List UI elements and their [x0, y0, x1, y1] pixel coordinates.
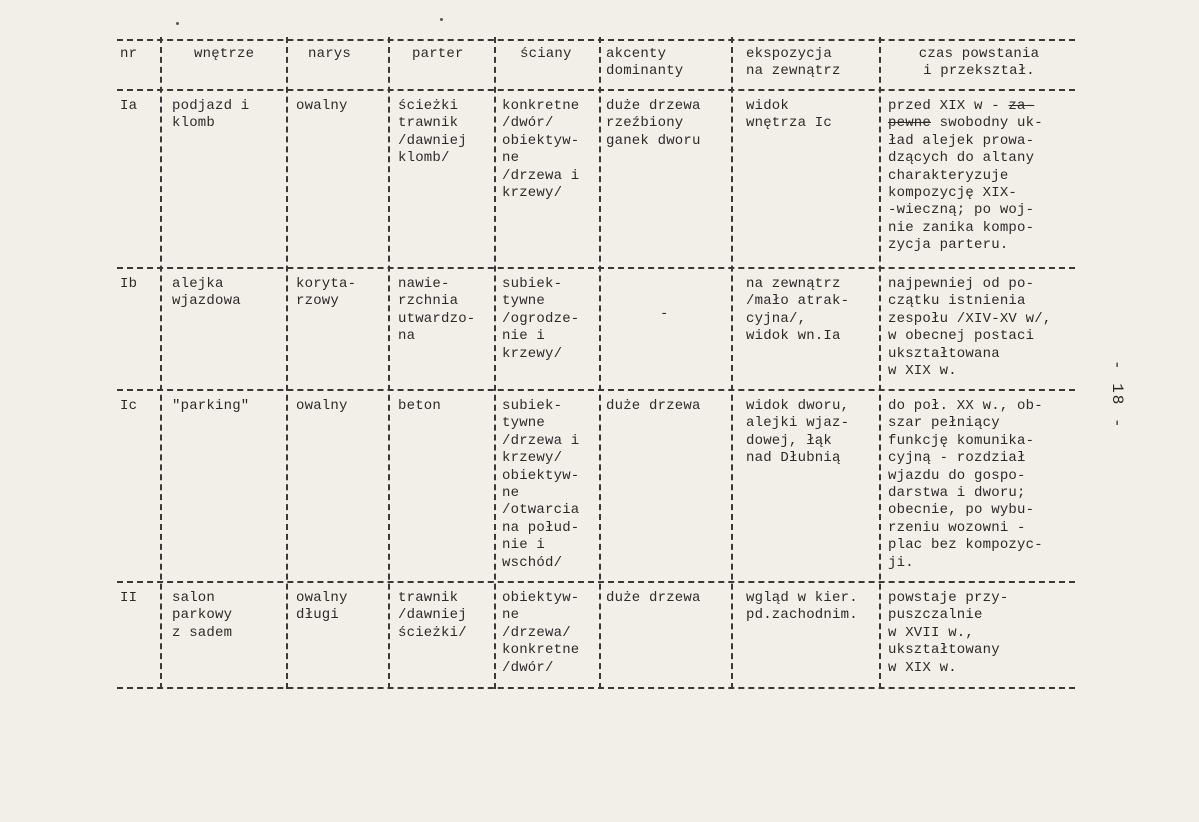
cell-ii-parter: trawnik /dawniej ścieżki/: [398, 590, 467, 641]
header-parter: parter: [412, 46, 464, 62]
cell-ia-czas: [888, 98, 1043, 255]
cell-ib-narys: koryta- rzowy: [296, 276, 357, 310]
cell-ib-sciany: subiek- tywne /ogrodze- nie i krzewy/: [502, 276, 580, 362]
cell-ia-ekspozycja: widok wnętrza Ic: [746, 98, 833, 132]
column-divider-5: [599, 37, 601, 689]
cell-ic-akcenty: duże drzewa: [606, 398, 701, 414]
page-number: - 18 -: [1108, 360, 1126, 430]
cell-ic-nr: Ic: [120, 398, 138, 414]
ink-dot: [440, 18, 443, 21]
table-top-rule: [117, 39, 1075, 41]
cell-ic-sciany: subiek- tywne /drzewa i krzewy/ obiektyw- ne /otwarcia na połud- nie i wschód/: [502, 398, 580, 571]
header-czas: czas powstania i przekształ.: [918, 46, 1040, 80]
column-divider-2: [286, 37, 288, 689]
cell-ii-akcenty: duże drzewa: [606, 590, 701, 606]
column-divider-3: [388, 37, 390, 689]
header-narys: narys: [308, 46, 352, 62]
cell-ib-parter: nawie- rzchnia utwardzo- na: [398, 276, 476, 345]
cell-ii-nr: II: [120, 590, 138, 606]
header-ekspozycja: ekspozycja na zewnątrz: [746, 46, 841, 80]
table-bottom-rule: [117, 687, 1075, 689]
cell-ii-narys: owalny długi: [296, 590, 348, 624]
cell-ia-wnetrze: podjazd i klomb: [172, 98, 250, 132]
cell-ia-parter: ścieżki trawnik /dawniej klomb/: [398, 98, 467, 167]
cell-ib-akcenty: -: [660, 306, 669, 322]
cell-ia-sciany: konkretne /dwór/ obiektyw- ne /drzewa i krzewy/: [502, 98, 580, 202]
cell-ic-ekspozycja: widok dworu, alejki wjaz- dowej, łąk nad Dłubnią: [746, 398, 850, 467]
row-divider-ib-ic: [117, 389, 1075, 391]
cell-ia-narys: owalny: [296, 98, 348, 114]
cell-ic-parter: beton: [398, 398, 442, 414]
cell-ii-ekspozycja: wgląd w kier. pd.zachodnim.: [746, 590, 858, 624]
row-divider-ia-ib: [117, 267, 1075, 269]
header-wnetrze: wnętrze: [194, 46, 255, 62]
cell-ib-czas: najpewniej od po- czątku istnienia zespołu /XIV-XV w/, w obecnej postaci ukształtowana w XIX w.: [888, 276, 1052, 380]
struck-word-2: pewne: [888, 115, 932, 132]
cell-ia-nr: Ia: [120, 98, 138, 114]
header-nr: nr: [120, 46, 138, 62]
cell-ii-sciany: obiektyw- ne /drzewa/ konkretne /dwór/: [502, 590, 580, 676]
cell-ia-czas-line1: przed XIX w -: [888, 98, 1009, 114]
cell-ia-akcenty: duże drzewa rzeźbiony ganek dworu: [606, 98, 701, 149]
cell-ia-czas-rest: ład alejek prowa- dzących do altany charakteryzuje kompozycję XIX- -wieczną; po woj- nie zanika kompo- zycja parteru.: [888, 132, 1035, 254]
column-divider-6: [731, 37, 733, 689]
row-divider-ic-ii: [117, 581, 1075, 583]
column-divider-4: [494, 37, 496, 689]
header-bottom-rule: [117, 89, 1075, 91]
column-divider-7: [879, 37, 881, 689]
cell-ib-wnetrze: alejka wjazdowa: [172, 276, 241, 310]
cell-ic-czas: do poł. XX w., ob- szar pełniący funkcję komunika- cyjną - rozdział wjazdu do gospo- darstwa i dworu; obecnie, po wybu- rzeniu wozowni - plac bez kompozyc- ji.: [888, 398, 1043, 571]
cell-ib-ekspozycja: na zewnątrz /mało atrak- cyjna/, widok wn.Ia: [746, 276, 850, 345]
cell-ii-wnetrze: salon parkowy z sadem: [172, 590, 233, 641]
cell-ia-czas-line2: swobodny uk-: [931, 115, 1043, 132]
header-akcenty: akcenty dominanty: [606, 46, 684, 80]
header-sciany: ściany: [520, 46, 572, 62]
cell-ii-czas: powstaje przy- puszczalnie w XVII w., ukształtowany w XIX w.: [888, 590, 1009, 676]
ink-dot: [176, 22, 179, 25]
cell-ic-narys: owalny: [296, 398, 348, 414]
struck-word-1: za-: [1008, 98, 1035, 114]
cell-ib-nr: Ib: [120, 276, 138, 292]
cell-ic-wnetrze: "parking": [172, 398, 250, 414]
column-divider-1: [160, 37, 162, 689]
